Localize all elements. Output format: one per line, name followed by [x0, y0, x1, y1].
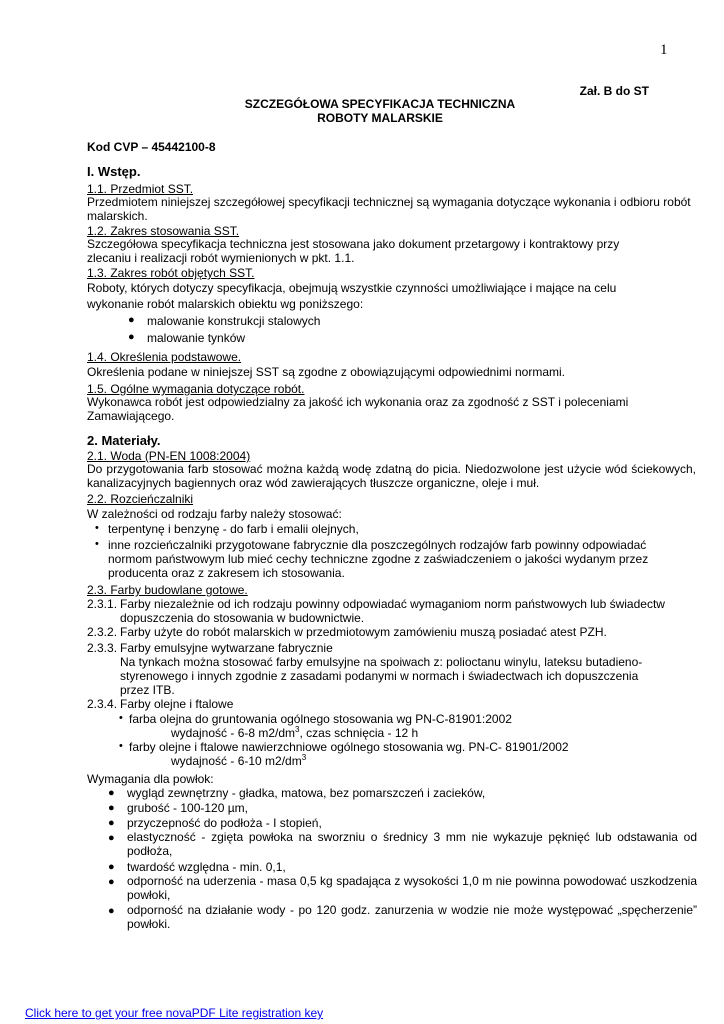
novapdf-registration-link[interactable]: Click here to get your free novaPDF Lite registration key — [25, 1006, 324, 1020]
section-2-3-4-number: 2.3.4. — [87, 697, 118, 711]
section-1-heading: I. Wstęp. — [87, 164, 141, 179]
bullet-icon: ● — [108, 861, 115, 873]
section-2-heading: 2. Materiały. — [87, 433, 161, 448]
section-2-3-1-number: 2.3.1. — [87, 597, 118, 611]
yield-line — [171, 726, 418, 740]
bullet-icon: ● — [108, 817, 115, 829]
section-2-3-2-text: Farby użyte do robót malarskich w przedmiotowym zamówieniu muszą posiadać atest PZH. — [120, 625, 607, 639]
yield-value: wydajność - 6-8 m2/dm — [171, 726, 296, 740]
bullet-icon: • — [95, 538, 99, 550]
yield-value: wydajność - 6-10 m2/dm — [171, 754, 302, 768]
list-item: malowanie tynków — [147, 331, 246, 345]
bullet-icon: ● — [108, 905, 115, 917]
annex-label: Zał. B do ST — [579, 84, 649, 98]
section-1-1-heading: 1.1. Przedmiot SST. — [87, 182, 194, 196]
list-item: farby olejne i ftalowe nawierzchniowe ogólnego stosowania wg. PN-C- 81901/2002 — [129, 740, 569, 754]
yield-line — [171, 754, 306, 768]
list-item: farba olejna do gruntowania ogólnego stosowania wg PN-C-81901:2002 — [129, 712, 512, 726]
list-item: malowanie konstrukcji stalowych — [147, 314, 321, 328]
list-item: odporność na uderzenia - masa 0,5 kg spadająca z wysokości 1,0 m nie powinna powodować uszkodzenia powłoki, — [127, 874, 697, 902]
section-2-2-intro: W zależności od rodzaju farby należy stosować: — [87, 507, 342, 521]
section-1-5-heading: 1.5. Ogólne wymagania dotyczące robót. — [87, 382, 305, 396]
section-2-3-3-text: Na tynkach można stosować farby emulsyjne na spoiwach z: polioctanu winylu, lateksu butadieno-styrenowego i innych zgodnie z zasadami podanymi w normach i świadectwach ich dopuszczenia przez ITB. — [120, 655, 643, 697]
section-2-3-3-number: 2.3.3. — [87, 641, 118, 655]
page-number: 1 — [660, 42, 668, 58]
section-1-3-heading: 1.3. Zakres robót objętych SST. — [87, 266, 255, 280]
section-2-3-heading: 2.3. Farby budowlane gotowe. — [87, 583, 248, 597]
section-2-1-text: Do przygotowania farb stosować można każdą wodę zdatną do picia. Niedozwolone jest użycie wód ściekowych, kanalizacyjnych bagiennych oraz wód zawierających tłuszcze organiczne, oleje i muł. — [87, 462, 696, 490]
list-item: wygląd zewnętrzny - gładka, matowa, bez pomarszczeń i zacieków, — [127, 786, 486, 800]
section-2-3-2-number: 2.3.2. — [87, 625, 118, 639]
bullet-icon: ● — [128, 314, 135, 326]
drying-time: , czas schnięcia - 12 h — [299, 726, 419, 740]
bullet-icon: ● — [108, 802, 115, 814]
list-item: elastyczność - zgięta powłoka na sworzniu o średnicy 3 mm nie wykazuje pęknięć lub odstawania od podłoża, — [127, 830, 697, 858]
list-item: grubość - 100-120 µm, — [127, 801, 248, 815]
bullet-icon: ● — [108, 876, 115, 888]
list-item: terpentynę i benzynę - do farb i emalii olejnych, — [108, 522, 359, 536]
section-1-4-heading: 1.4. Określenia podstawowe. — [87, 350, 242, 364]
section-1-2-text: Szczegółowa specyfikacja techniczna jest stosowana jako dokument przetargowy i kontraktowy przy zlecaniu i realizacji robót wymienionych w pkt. 1.1. — [87, 237, 620, 265]
list-item: przyczepność do podłoża - I stopień, — [127, 816, 322, 830]
cpv-code: Kod CVP – 45442100-8 — [87, 140, 216, 154]
section-1-2-heading: 1.2. Zakres stosowania SST. — [87, 224, 240, 238]
section-2-1-heading: 2.1. Woda (PN-EN 1008:2004) — [87, 449, 251, 463]
section-2-2-heading: 2.2. Rozcieńczalniki — [87, 492, 194, 506]
list-item: odporność na działanie wody - po 120 godz. zanurzenia w wodzie nie może występować „spęcherzenie” powłoki. — [127, 903, 697, 931]
bullet-icon: • — [95, 522, 99, 534]
section-1-3-line1: Roboty, których dotyczy specyfikacja, obejmują wszystkie czynności umożliwiające i mające na celu — [87, 281, 617, 295]
section-2-3-4-title: Farby olejne i ftalowe — [120, 697, 234, 711]
bullet-icon: ● — [128, 331, 135, 343]
bullet-icon: • — [119, 740, 123, 752]
doc-subtitle: ROBOTY MALARSKIE — [317, 111, 443, 125]
superscript-3: 3 — [295, 725, 300, 734]
list-item: inne rozcieńczalniki przygotowane fabrycznie dla poszczególnych rodzajów farb powinny odpowiadać normom państwowym lub mieć cechy techniczne zgodne z zaświadczeniem o jakości wydanym przez producenta oraz z zakresem ich stosowania. — [108, 538, 649, 580]
section-2-3-1-text: Farby niezależnie od ich rodzaju powinny odpowiadać wymaganiom norm państwowych lub świadectw dopuszczenia do stosowania w budownictwie. — [120, 597, 665, 625]
doc-title: SZCZEGÓŁOWA SPECYFIKACJA TECHNICZNA — [244, 97, 516, 111]
section-1-5-text: Wykonawca robót jest odpowiedzialny za jakość ich wykonania oraz za zgodność z SST i poleceniami Zamawiającego. — [87, 395, 629, 423]
section-1-1-text: Przedmiotem niniejszej szczegółowej specyfikacji technicznej są wymagania dotyczące wykonania i odbioru robót malarskich. — [87, 195, 691, 223]
section-2-3-3-title: Farby emulsyjne wytwarzane fabrycznie — [120, 641, 333, 655]
bullet-icon: ● — [108, 832, 115, 844]
requirements-intro: Wymagania dla powłok: — [87, 772, 214, 786]
superscript-3: 3 — [301, 753, 307, 762]
bullet-icon: ● — [108, 787, 115, 799]
list-item: twardość względna - min. 0,1, — [127, 860, 286, 874]
section-1-3-line2: wykonanie robót malarskich obiektu wg poniższego: — [87, 297, 364, 311]
bullet-icon: • — [119, 712, 123, 724]
section-1-4-text: Określenia podane w niniejszej SST są zgodne z obowiązującymi odpowiednimi normami. — [87, 365, 566, 379]
